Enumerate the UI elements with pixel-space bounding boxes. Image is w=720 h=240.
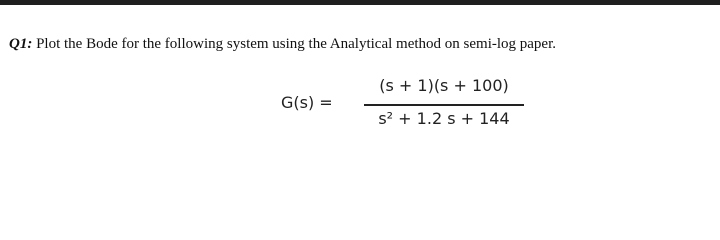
question-number: Q1: xyxy=(9,36,33,52)
question-line xyxy=(9,36,556,53)
equation-lhs: G(s) = xyxy=(281,93,333,112)
question-text: Plot the Bode for the following system using the Analytical method on semi-log paper. xyxy=(32,36,557,52)
fraction-bar xyxy=(364,104,524,106)
top-border-rule xyxy=(0,0,720,5)
fraction-denominator: s² + 1.2 s + 144 xyxy=(378,109,510,128)
fraction-numerator: (s + 1)(s + 100) xyxy=(379,76,509,95)
